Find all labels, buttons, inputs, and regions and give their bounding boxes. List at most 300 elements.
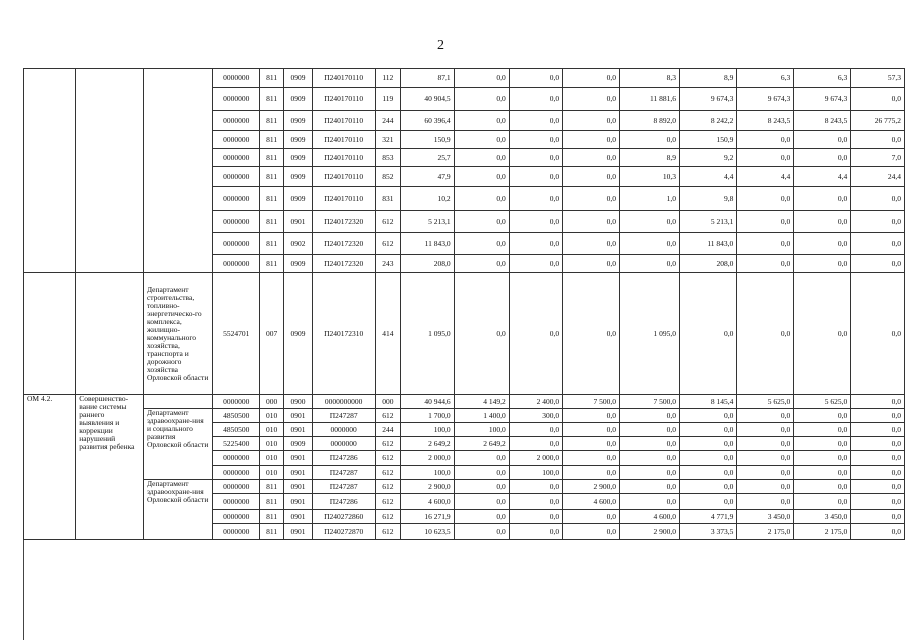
table-cell: 6,3 <box>737 69 794 88</box>
table-cell: 0,0 <box>509 187 562 211</box>
table-cell: 0000000 <box>213 211 260 233</box>
blank-cell-col1 <box>24 273 76 395</box>
table-cell: 0,0 <box>794 149 851 167</box>
table-cell: П240172320 <box>312 211 375 233</box>
table-cell: 321 <box>375 131 400 149</box>
table-cell: 0,0 <box>454 111 509 131</box>
table-cell: 0,0 <box>794 255 851 273</box>
table-cell: 150,9 <box>680 131 737 149</box>
table-cell: 26 775,2 <box>851 111 905 131</box>
table-cell: 40 944,6 <box>400 395 454 409</box>
budget-table <box>23 68 905 540</box>
table-cell: 0,0 <box>509 437 562 451</box>
table-cell: 25,7 <box>400 149 454 167</box>
table-row <box>24 480 905 494</box>
table-cell: 0,0 <box>794 494 851 510</box>
table-cell: 811 <box>259 111 283 131</box>
table-cell: 0,0 <box>737 466 794 480</box>
table-cell: 0,0 <box>794 423 851 437</box>
table-cell: 0,0 <box>737 131 794 149</box>
table-cell: 11 843,0 <box>400 233 454 255</box>
table-cell: 0901 <box>284 494 312 510</box>
table-cell: 4850500 <box>213 423 260 437</box>
table-cell: 0,0 <box>563 88 620 111</box>
table-cell: 2 400,0 <box>509 395 562 409</box>
table-cell: П240172320 <box>312 233 375 255</box>
table-cell: 612 <box>375 409 400 423</box>
table-cell: 0,0 <box>454 494 509 510</box>
table-cell: 0,0 <box>509 273 562 395</box>
table-cell: 100,0 <box>454 423 509 437</box>
table-cell: 47,9 <box>400 167 454 187</box>
table-cell: 7,0 <box>851 149 905 167</box>
table-row <box>24 409 905 423</box>
table-cell: 000 <box>375 395 400 409</box>
department-fuel-energy-label: Департамент строительства, топливно-энергетическо-го комплекса, жилищно-коммунального хозяйства, транспорта и дорожного хозяйства Орловской области <box>143 273 213 395</box>
table-cell: 4,4 <box>794 167 851 187</box>
table-cell: 0,0 <box>509 524 562 540</box>
table-cell: 0,0 <box>454 149 509 167</box>
table-cell: 010 <box>259 466 283 480</box>
table-cell: 0,0 <box>794 451 851 466</box>
table-cell: 5 213,1 <box>680 211 737 233</box>
table-cell: 0,0 <box>851 510 905 524</box>
table-cell: 0,0 <box>794 211 851 233</box>
table-cell: 100,0 <box>400 423 454 437</box>
table-cell: 612 <box>375 524 400 540</box>
table-cell: 0,0 <box>680 423 737 437</box>
table-cell: 811 <box>259 233 283 255</box>
table-cell: П240170110 <box>312 111 375 131</box>
table-cell: 0,0 <box>563 451 620 466</box>
table-cell: 0000000 <box>213 167 260 187</box>
table-cell: 0,0 <box>794 273 851 395</box>
table-cell: 0,0 <box>680 273 737 395</box>
table-cell: 2 175,0 <box>794 524 851 540</box>
table-cell: 8 243,5 <box>737 111 794 131</box>
table-cell: 0901 <box>284 211 312 233</box>
table-cell: 10 623,5 <box>400 524 454 540</box>
table-cell: 0000000 <box>312 437 375 451</box>
table-cell: 112 <box>375 69 400 88</box>
table-cell: 007 <box>259 273 283 395</box>
table-cell: 6,3 <box>794 69 851 88</box>
table-cell: 0000000 <box>213 466 260 480</box>
table-cell: 0,0 <box>563 149 620 167</box>
table-cell: 7 500,0 <box>620 395 680 409</box>
table-row <box>24 395 905 409</box>
table-cell: 0,0 <box>509 423 562 437</box>
table-cell: П240272870 <box>312 524 375 540</box>
table-cell: 0,0 <box>563 255 620 273</box>
measure-title-label: Совершенство-вание системы раннего выявления и коррекции нарушений развития ребенка <box>76 395 144 540</box>
table-cell: 0901 <box>284 423 312 437</box>
table-cell: 0902 <box>284 233 312 255</box>
table-cell: 0,0 <box>737 273 794 395</box>
table-cell: 0000000 <box>213 187 260 211</box>
table-cell: 0,0 <box>454 69 509 88</box>
table-cell: 0,0 <box>794 131 851 149</box>
table-cell: 4,4 <box>680 167 737 187</box>
table-cell: 0,0 <box>563 423 620 437</box>
table-cell: 0909 <box>284 131 312 149</box>
table-cell: 100,0 <box>400 466 454 480</box>
table-cell: 8,9 <box>620 149 680 167</box>
table-cell: 0,0 <box>737 211 794 233</box>
table-cell: 2 900,0 <box>620 524 680 540</box>
table-cell: 2 000,0 <box>509 451 562 466</box>
table-cell: 243 <box>375 255 400 273</box>
table-cell: 11 881,6 <box>620 88 680 111</box>
table-cell: 0,0 <box>454 211 509 233</box>
table-cell: 0,0 <box>620 437 680 451</box>
table-cell: 244 <box>375 111 400 131</box>
table-cell: П247286 <box>312 494 375 510</box>
table-cell: 612 <box>375 233 400 255</box>
table-cell: П247287 <box>312 466 375 480</box>
table-cell: 0,0 <box>737 149 794 167</box>
table-cell: 40 904,5 <box>400 88 454 111</box>
table-cell: 1,0 <box>620 187 680 211</box>
table-cell: 2 900,0 <box>563 480 620 494</box>
measure-code-label: ОМ 4.2. <box>24 395 76 540</box>
table-cell: 9 674,3 <box>794 88 851 111</box>
table-cell: 0,0 <box>794 466 851 480</box>
table-cell: 5 625,0 <box>737 395 794 409</box>
table-row <box>24 273 905 395</box>
table-cell: 0000000 <box>213 88 260 111</box>
table-cell: 3 373,5 <box>680 524 737 540</box>
table-cell: 24,4 <box>851 167 905 187</box>
table-cell: 0909 <box>284 111 312 131</box>
table-cell: 0,0 <box>454 524 509 540</box>
table-cell: 0,0 <box>620 131 680 149</box>
table-cell: 9 674,3 <box>737 88 794 111</box>
table-cell: 010 <box>259 437 283 451</box>
table-cell: 0,0 <box>620 233 680 255</box>
table-cell: 57,3 <box>851 69 905 88</box>
table-cell: 0,0 <box>680 494 737 510</box>
table-cell: 0000000 <box>312 423 375 437</box>
table-cell: 0,0 <box>737 437 794 451</box>
table-cell: 0,0 <box>454 466 509 480</box>
table-cell: 0,0 <box>563 524 620 540</box>
table-cell: 0,0 <box>851 255 905 273</box>
table-cell: 0,0 <box>563 510 620 524</box>
table-cell: 612 <box>375 494 400 510</box>
table-cell: 0,0 <box>509 149 562 167</box>
table-cell: 0,0 <box>851 524 905 540</box>
table-cell: 0,0 <box>851 423 905 437</box>
table-cell: 0,0 <box>563 233 620 255</box>
table-cell: 1 700,0 <box>400 409 454 423</box>
table-cell: 0,0 <box>620 451 680 466</box>
table-cell: 9,8 <box>680 187 737 211</box>
table-cell: 0000000 <box>213 233 260 255</box>
table-cell: 9 674,3 <box>680 88 737 111</box>
table-cell: 0901 <box>284 451 312 466</box>
table-cell: 0,0 <box>851 480 905 494</box>
table-cell: 8 892,0 <box>620 111 680 131</box>
table-cell: П240170110 <box>312 187 375 211</box>
table-cell: 4 771,9 <box>680 510 737 524</box>
department-health-social-label: Департамент здравоохране-ния и социального развития Орловской области <box>143 409 213 480</box>
table-cell: 0,0 <box>509 69 562 88</box>
table-cell: 0,0 <box>737 480 794 494</box>
table-cell: П240170110 <box>312 167 375 187</box>
table-cell: 1 400,0 <box>454 409 509 423</box>
table-cell: 0901 <box>284 480 312 494</box>
table-cell: 0,0 <box>794 233 851 255</box>
table-cell: 811 <box>259 524 283 540</box>
table-cell: 0,0 <box>737 423 794 437</box>
table-cell: 811 <box>259 494 283 510</box>
table-cell: 0,0 <box>680 466 737 480</box>
table-cell: 5 213,1 <box>400 211 454 233</box>
table-cell: 0909 <box>284 149 312 167</box>
table-cell: 852 <box>375 167 400 187</box>
table-cell: 0,0 <box>563 69 620 88</box>
table-cell: 0,0 <box>851 233 905 255</box>
table-cell: 208,0 <box>680 255 737 273</box>
table-cell: 0,0 <box>509 255 562 273</box>
table-cell: 0,0 <box>454 510 509 524</box>
blank-cell-col1 <box>24 69 76 273</box>
table-cell: 811 <box>259 480 283 494</box>
table-cell: 0,0 <box>509 480 562 494</box>
table-cell: 0,0 <box>737 187 794 211</box>
table-cell: 000 <box>259 395 283 409</box>
table-cell: 5225400 <box>213 437 260 451</box>
table-cell: 811 <box>259 149 283 167</box>
table-cell: 0,0 <box>509 88 562 111</box>
table-cell: 0,0 <box>851 211 905 233</box>
table-cell: 414 <box>375 273 400 395</box>
table-cell: П240170110 <box>312 149 375 167</box>
table-cell: 2 175,0 <box>737 524 794 540</box>
table-cell: 0000000 <box>213 131 260 149</box>
table-cell: 0,0 <box>680 409 737 423</box>
table-cell: 60 396,4 <box>400 111 454 131</box>
table-cell: 16 271,9 <box>400 510 454 524</box>
table-cell: 0,0 <box>454 273 509 395</box>
table-cell: 0,0 <box>680 451 737 466</box>
table-cell: 0000000 <box>213 255 260 273</box>
table-cell: 8 243,5 <box>794 111 851 131</box>
table-cell: 0,0 <box>509 510 562 524</box>
table-cell: 8 242,2 <box>680 111 737 131</box>
blank-cell-col3 <box>143 395 213 409</box>
table-cell: 811 <box>259 167 283 187</box>
table-cell: 0,0 <box>563 273 620 395</box>
table-cell: П240170110 <box>312 88 375 111</box>
table-cell: 811 <box>259 255 283 273</box>
table-cell: 0,0 <box>454 233 509 255</box>
table-cell: 0,0 <box>563 187 620 211</box>
table-cell: 2 649,2 <box>454 437 509 451</box>
table-cell: 0,0 <box>454 255 509 273</box>
table-cell: 0000000 <box>213 494 260 510</box>
table-cell: 0,0 <box>454 167 509 187</box>
table-cell: 0000000 <box>213 111 260 131</box>
blank-cell-col2 <box>76 273 144 395</box>
table-cell: 0,0 <box>620 494 680 510</box>
table-cell: 612 <box>375 437 400 451</box>
table-cell: 0,0 <box>563 437 620 451</box>
table-cell: 100,0 <box>509 466 562 480</box>
table-cell: 0,0 <box>851 131 905 149</box>
table-cell: 150,9 <box>400 131 454 149</box>
table-cell: 0,0 <box>851 437 905 451</box>
table-cell: 831 <box>375 187 400 211</box>
table-cell: 853 <box>375 149 400 167</box>
table-cell: П240272860 <box>312 510 375 524</box>
table-cell: 208,0 <box>400 255 454 273</box>
table-cell: 0,0 <box>509 494 562 510</box>
table-cell: 300,0 <box>509 409 562 423</box>
page-number: 2 <box>437 38 444 53</box>
table-cell: 0,0 <box>563 111 620 131</box>
table-cell: 4 600,0 <box>400 494 454 510</box>
table-cell: 0,0 <box>563 167 620 187</box>
table-cell: 0909 <box>284 69 312 88</box>
table-cell: 612 <box>375 211 400 233</box>
table-cell: 0901 <box>284 524 312 540</box>
table-cell: 8,9 <box>680 69 737 88</box>
table-cell: П240170110 <box>312 69 375 88</box>
table-cell: 0000000000 <box>312 395 375 409</box>
table-cell: 2 900,0 <box>400 480 454 494</box>
table-cell: 5 625,0 <box>794 395 851 409</box>
table-cell: 0,0 <box>851 409 905 423</box>
blank-cell-col2 <box>76 69 144 273</box>
table-cell: 0000000 <box>213 149 260 167</box>
table-cell: 0000000 <box>213 510 260 524</box>
table-cell: 0,0 <box>851 395 905 409</box>
table-cell: 4 600,0 <box>620 510 680 524</box>
table-cell: 1 095,0 <box>400 273 454 395</box>
table-cell: 0,0 <box>620 466 680 480</box>
table-cell: 0,0 <box>454 451 509 466</box>
table-cell: 0,0 <box>563 211 620 233</box>
table-row <box>24 69 905 88</box>
table-cell: 0,0 <box>737 255 794 273</box>
table-cell: 811 <box>259 131 283 149</box>
table-cell: 0,0 <box>454 88 509 111</box>
table-cell: 0,0 <box>794 187 851 211</box>
table-cell: 0000000 <box>213 395 260 409</box>
table-cell: 010 <box>259 451 283 466</box>
table-cell: 0,0 <box>620 423 680 437</box>
table-cell: 0,0 <box>794 409 851 423</box>
table-cell: 811 <box>259 88 283 111</box>
table-cell: 10,3 <box>620 167 680 187</box>
table-cell: 0909 <box>284 88 312 111</box>
table-cell: П247287 <box>312 480 375 494</box>
table-cell: 0901 <box>284 466 312 480</box>
table-cell: 010 <box>259 409 283 423</box>
table-cell: 0,0 <box>737 451 794 466</box>
table-cell: 0,0 <box>851 88 905 111</box>
table-cell: П247286 <box>312 451 375 466</box>
table-cell: 612 <box>375 451 400 466</box>
table-cell: 0,0 <box>620 211 680 233</box>
table-cell: 612 <box>375 480 400 494</box>
table-cell: П240172320 <box>312 255 375 273</box>
table-cell: 811 <box>259 69 283 88</box>
department-health-label: Департамент здравоохране-ния Орловской области <box>143 480 213 540</box>
table-cell: 3 450,0 <box>794 510 851 524</box>
table-cell: 0,0 <box>620 255 680 273</box>
table-cell: 0,0 <box>509 233 562 255</box>
table-cell: 0901 <box>284 510 312 524</box>
table-cell: 0000000 <box>213 451 260 466</box>
table-cell: 2 649,2 <box>400 437 454 451</box>
table-cell: 0,0 <box>563 409 620 423</box>
table-cell: 10,2 <box>400 187 454 211</box>
table-cell: 811 <box>259 510 283 524</box>
table-cell: 010 <box>259 423 283 437</box>
table-cell: 119 <box>375 88 400 111</box>
table-cell: П240170110 <box>312 131 375 149</box>
table-cell: 612 <box>375 510 400 524</box>
table-cell: 5524701 <box>213 273 260 395</box>
table-cell: 811 <box>259 187 283 211</box>
table-cell: 9,2 <box>680 149 737 167</box>
table-cell: 0900 <box>284 395 312 409</box>
table-cell: 0,0 <box>737 409 794 423</box>
blank-cell-col3 <box>143 69 213 273</box>
table-cell: 0,0 <box>851 273 905 395</box>
table-cell: 11 843,0 <box>680 233 737 255</box>
table-cell: 7 500,0 <box>563 395 620 409</box>
table-cell: 0901 <box>284 409 312 423</box>
table-cell: 4,4 <box>737 167 794 187</box>
table-cell: 0000000 <box>213 69 260 88</box>
table-cell: 0,0 <box>794 480 851 494</box>
table-cell: 0,0 <box>454 187 509 211</box>
table-cell: 0,0 <box>509 167 562 187</box>
table-cell: 0909 <box>284 187 312 211</box>
table-cell: 0,0 <box>851 466 905 480</box>
table-cell: 4 149,2 <box>454 395 509 409</box>
table-cell: 0,0 <box>794 437 851 451</box>
table-cell: 8 145,4 <box>680 395 737 409</box>
table-cell: 2 000,0 <box>400 451 454 466</box>
table-cell: 8,3 <box>620 69 680 88</box>
table-cell: П247287 <box>312 409 375 423</box>
table-cell: 0,0 <box>737 233 794 255</box>
table-cell: 0,0 <box>509 211 562 233</box>
table-cell: 0909 <box>284 273 312 395</box>
table-cell: 0,0 <box>620 409 680 423</box>
table-cell: 3 450,0 <box>737 510 794 524</box>
table-cell: 0,0 <box>454 131 509 149</box>
table-cell: 0909 <box>284 167 312 187</box>
table-cell: 0,0 <box>509 111 562 131</box>
table-cell: 87,1 <box>400 69 454 88</box>
table-cell: 244 <box>375 423 400 437</box>
table-cell: 4 600,0 <box>563 494 620 510</box>
table-cell: 0000000 <box>213 524 260 540</box>
table-cell: 612 <box>375 466 400 480</box>
table-cell: 0,0 <box>680 480 737 494</box>
table-cell: 0,0 <box>851 494 905 510</box>
table-cell: 0,0 <box>563 131 620 149</box>
table-cell: 4850500 <box>213 409 260 423</box>
table-cell: 0,0 <box>680 437 737 451</box>
table-cell: 0,0 <box>620 480 680 494</box>
